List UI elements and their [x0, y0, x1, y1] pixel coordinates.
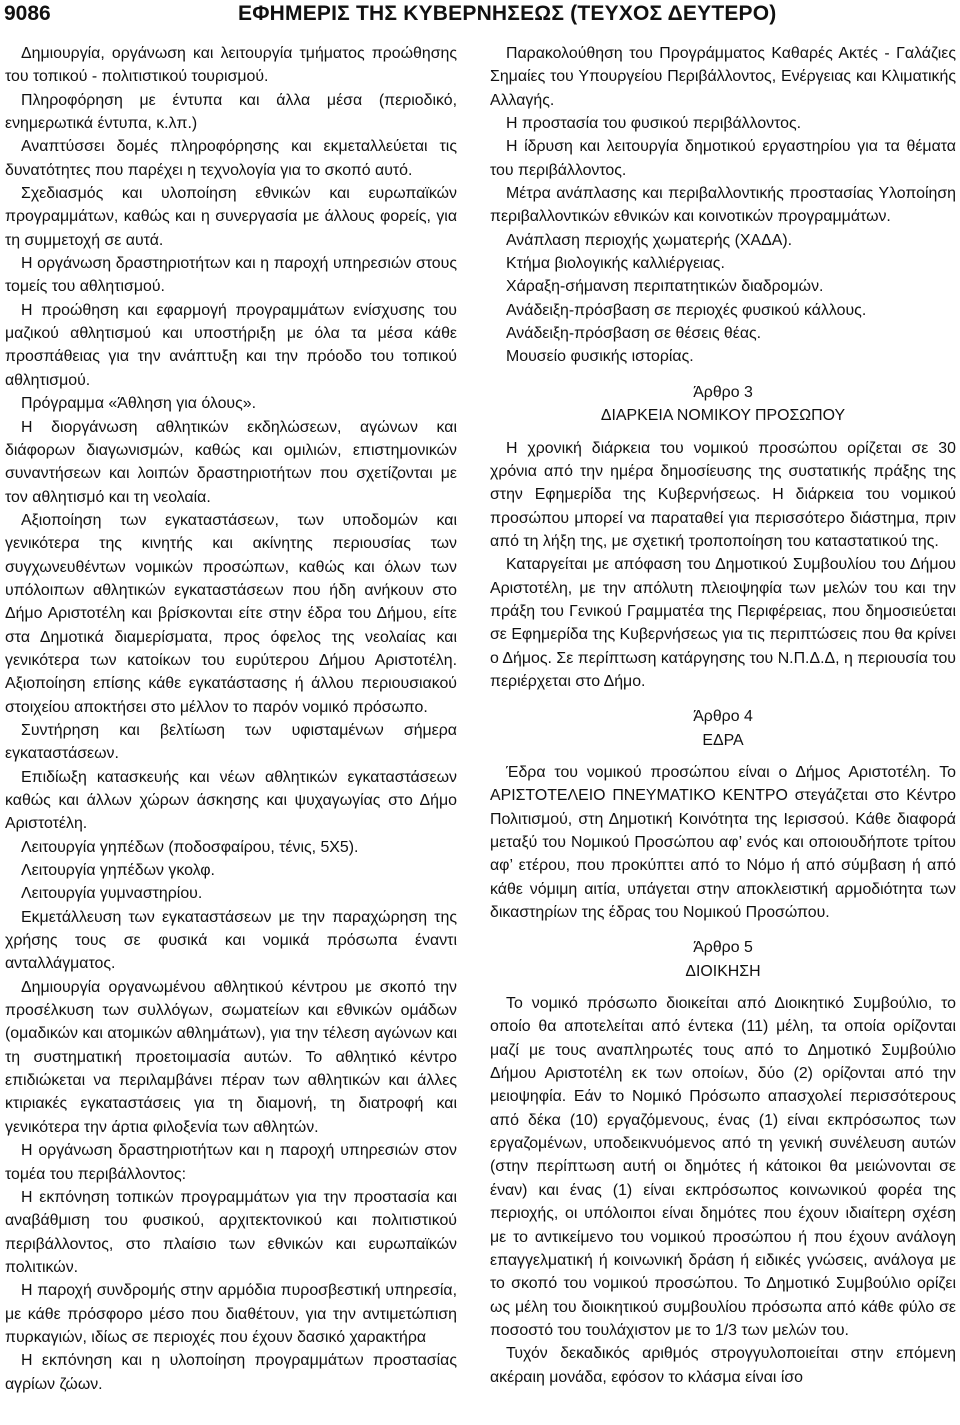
paragraph: Η εκπόνηση τοπικών προγραμμάτων για την προστασία και αναβάθμιση του φυσικού, αρχιτεκτονικού και πολιτιστικού περιβάλλοντος, στο πλαίσιο των εθνικών και ευρωπαϊκών πολιτικών.	[5, 1188, 457, 1276]
paragraph: Εκμετάλλευση των εγκαταστάσεων με την παραχώρηση της χρήσης τους σε φυσικά και νομικά πρόσωπα έναντι ανταλλάγματος.	[5, 908, 457, 973]
paragraph: Σχεδιασμός και υλοποίηση εθνικών και ευρωπαϊκών προγραμμάτων, καθώς και η συνεργασία με άλλους φορείς, για τη συμμετοχή σε αυτά.	[5, 185, 457, 249]
right-column	[490, 42, 956, 1389]
paragraph: Η προώθηση και εφαρμογή προγραμμάτων ενίσχυσης του μαζικού αθλητισμού και υποστήριξη με όλα τα μέσα κάθε προσπάθειας για την ανάπτυξη και την πρόοδο του τοπικού αθλητισμού.	[5, 301, 457, 389]
paragraph: Το νομικό πρόσωπο διοικείται από Διοικητικό Συμβούλιο, το οποίο θα αποτελείται από έντεκα (11) μέλη, τα οποία ορίζονται μαζί με τους αναπληρωτές τους από το Δημοτικό Συμβούλιο Δήμου Αριστοτέλη εκ των οποίων, δύο (2) ορίζονται από την μειοψηφία. Εάν το Νομικό Πρόσωπο απασχολεί περισσότερους από δέκα (10) εργαζόμενους, ένας (1) είναι εκπρόσωπος των εργαζομένων, υποδεικνυόμενος από τη γενική συνέλευση αυτών (στην περίπτωση αυτή οι δημότες ή κάτοικοι θα μειώνονται σε έναν) και ένας (1) είναι εκπρόσωπος κοινωνικού φορέα της περιοχής, οι υπόλοιποι είναι δημότες που έχουν ιδιαίτερη σχέση με το αντικείμενο του νομικού προσώπου ή που έχουν ανάλογη επαγγελματική ή κοινωνική δράση ή ειδικές γνώσεις, ανάλογα με το σκοπό του νομικού προσώπου. Το Δημοτικό Συμβούλιο ορίζει ως μέλη του διοικητικού συμβουλίου πρόσωπα από κάθε φύλο σε ποσοστό του τουλάχιστον με το 1/3 των μελών του.	[490, 995, 956, 1339]
paragraph: Η διοργάνωση αθλητικών εκδηλώσεων, αγώνων και διάφορων διαγωνισμών, καθώς και ομιλιών, επιστημονικών συναντήσεων και λοιπών δραστηριοτήτων που σχετίζονται με τον αθλητισμό και τη νεολαία.	[5, 418, 457, 506]
paragraph: Ανάδειξη-πρόσβαση σε περιοχές φυσικού κάλλους.	[506, 301, 867, 319]
paragraph: Αναπτύσσει δομές πληροφόρησης και εκμεταλλεύεται τις δυνατότητες που παρέχει η τεχνολογία για το σκοπό αυτό.	[5, 138, 457, 179]
article-5-number: Άρθρο 5	[693, 939, 753, 957]
paragraph: Χάραξη-σήμανση περιπατητικών διαδρομών.	[506, 278, 824, 296]
paragraph: Τυχόν δεκαδικός αριθμός στρογγυλοποιείται στην επόμενη ακέραιη μονάδα, εφόσον το κλάσμα είναι ίσο	[490, 1345, 956, 1386]
paragraph: Έδρα του νομικού προσώπου είναι ο Δήμος Αριστοτέλη. Το ΑΡΙΣΤΟΤΕΛΕΙΟ ΠΝΕΥΜΑΤΙΚΟ ΚΕΝΤΡΟ στεγάζεται στο Κέντρο Πολιτισμού, στη Δημοτική Κοινότητα της Ιερισσού. Κάθε διαφορά μεταξύ του Νομικού Προσώπου αφ’ ενός και οποιουδήποτε τρίτου αφ’ ετέρου, που προκύπτει από το Νόμο ή από σύμβαση ή από κάθε νόμιμη αιτία, υπάγεται στην αποκλειστική αρμοδιότητα των δικαστηρίων της έδρας του Νομικού Προσώπου.	[490, 763, 956, 922]
paragraph: Η ίδρυση και λειτουργία δημοτικού εργαστηρίου για τα θέματα του περιβάλλοντος.	[490, 138, 956, 179]
paragraph: Αξιοποίηση των εγκαταστάσεων, των υποδομών και γενικότερα της κινητής και ακίνητης περιουσίας των συγχωνευθέντων νομικών προσώπων, καθώς και όλων των υπόλοιπων αθλητικών εγκαταστάσεων που ήδη ανήκουν στο Δήμο Αριστοτέλη και βρίσκονται είτε στην έδρα του Δήμου, είτε στα Δημοτικά διαμερίσματα, προς όφελος της νεολαίας και γενικότερα των κατοίκων του ευρύτερου Δήμου Αριστοτέλη. Αξιοποίηση επίσης κάθε εγκατάστασης ή άλλου περιουσιακού στοιχείου αποκτήσει στο μέλλον το παρόν νομικό πρόσωπο.	[5, 511, 457, 716]
article-5-title: ΔΙΟΙΚΗΣΗ	[685, 962, 761, 980]
paragraph: Μέτρα ανάπλασης και περιβαλλοντικής προστασίας Υλοποίηση περιβαλλοντικών εθνικών και κοινοτικών προγραμμάτων.	[490, 185, 956, 226]
paragraph: Δημιουργία οργανωμένου αθλητικού κέντρου με σκοπό την προσέλκυση των συλλόγων, σωματείων και εθνικών ομάδων (ομαδικών και ατομικών αθλημάτων), για την τέλεση αγώνων και τη συστηματική προετοιμασία αυτών. Το αθλητικό κέντρο επιδιώκεται να περιλαμβάνει πέραν των αθλητικών και άλλες κτιριακές εγκαταστάσεις για τη διαμονή, τη διατροφή και γενικότερα την άρτια φιλοξενία των αθλητών.	[5, 978, 457, 1136]
paragraph: Λειτουργία γηπέδων γκολφ.	[21, 862, 215, 880]
paragraph: Λειτουργία γηπέδων (ποδοσφαίρου, τένις, 5Χ5).	[21, 838, 359, 856]
article-4-number: Άρθρο 4	[693, 708, 753, 726]
page-header	[0, 0, 960, 30]
paragraph: Παρακολούθηση του Προγράμματος Καθαρές Ακτές - Γαλάζιες Σημαίες του Υπουργείου Περιβάλλοντος, Ενέργειας και Κλιματικής Αλλαγής.	[490, 45, 956, 109]
left-column	[5, 42, 457, 1396]
article-4-title: ΕΔΡΑ	[702, 731, 744, 749]
paragraph: Μουσείο φυσικής ιστορίας.	[506, 348, 694, 366]
gazette-title: ΕΦΗΜΕΡΙΣ ΤΗΣ ΚΥΒΕΡΝΗΣΕΩΣ (ΤΕΥΧΟΣ ΔΕΥΤΕΡΟ)	[238, 2, 777, 25]
page-number: 9086	[4, 2, 51, 25]
article-3-number: Άρθρο 3	[693, 383, 753, 401]
paragraph: Η οργάνωση δραστηριοτήτων και η παροχή υπηρεσιών στους τομείς του αθλητισμού.	[5, 255, 457, 296]
paragraph: Επιδίωξη κατασκευής και νέων αθλητικών εγκαταστάσεων καθώς και άλλων χώρων άσκησης και ψυχαγωγίας στο Δήμο Αριστοτέλη.	[5, 768, 457, 833]
paragraph: Πληροφόρηση με έντυπα και άλλα μέσα (περιοδικό, ενημερωτικά έντυπα, κ.λπ.)	[5, 91, 457, 133]
paragraph: Ανάπλαση περιοχής χωματερής (ΧΑΔΑ).	[506, 231, 793, 249]
paragraph: Συντήρηση και βελτίωση των υφισταμένων σήμερα εγκαταστάσεων.	[5, 721, 457, 763]
paragraph: Κτήμα βιολογικής καλλιέργειας.	[506, 255, 725, 273]
paragraph: Καταργείται με απόφαση του Δημοτικού Συμβουλίου του Δήμου Αριστοτέλη, με την απόλυτη πλειοψηφία των μελών του και την πράξη του Γενικού Γραμματέα της Περιφέρειας, που δημοσιεύεται σε Εφημερίδα της Κυβερνήσεως για τις περιπτώσεις που θα κρίνει ο Δήμος. Σε περίπτωση κατάργησης του Ν.Π.Δ.Δ, η περιουσία του περιέρχεται στο Δήμο.	[490, 556, 956, 690]
paragraph: Πρόγραμμα «Άθληση για όλους».	[21, 395, 257, 413]
paragraph: Λειτουργία γυμναστηρίου.	[21, 885, 203, 903]
article-3-title: ΔΙΑΡΚΕΙΑ ΝΟΜΙΚΟΥ ΠΡΟΣΩΠΟΥ	[600, 407, 846, 425]
paragraph: Η προστασία του φυσικού περιβάλλοντος.	[506, 115, 802, 133]
paragraph: Η οργάνωση δραστηριοτήτων και η παροχή υπηρεσιών στον τομέα του περιβάλλοντος:	[5, 1142, 457, 1183]
paragraph: Η εκπόνηση και η υλοποίηση προγραμμάτων προστασίας αγρίων ζώων.	[5, 1352, 457, 1393]
paragraph: Ανάδειξη-πρόσβαση σε θέσεις θέας.	[506, 325, 762, 343]
paragraph: Η χρονική διάρκεια του νομικού προσώπου ορίζεται σε 30 χρόνια από την ημέρα δημοσίευσης της συστατικής πράξης της στην Εφημερίδα της Κυβερνήσεως. Η διάρκεια του νομικού προσώπου μπορεί να παραταθεί για περισσότερο διάστημα, πριν από τη λήξη της, με σχετική τροποποίηση του καταστατικού της.	[490, 439, 956, 550]
paragraph: Δημιουργία, οργάνωση και λειτουργία τμήματος προώθησης του τοπικού - πολιτιστικού τουρισμού.	[5, 45, 457, 86]
paragraph: Η παροχή συνδρομής στην αρμόδια πυροσβεστική υπηρεσία, με κάθε πρόσφορο μέσο που διαθέτουν, για την αντιμετώπιση πυρκαγιών, ιδίως σε περιοχές που έχουν δασικό χαρακτήρα	[5, 1282, 457, 1346]
